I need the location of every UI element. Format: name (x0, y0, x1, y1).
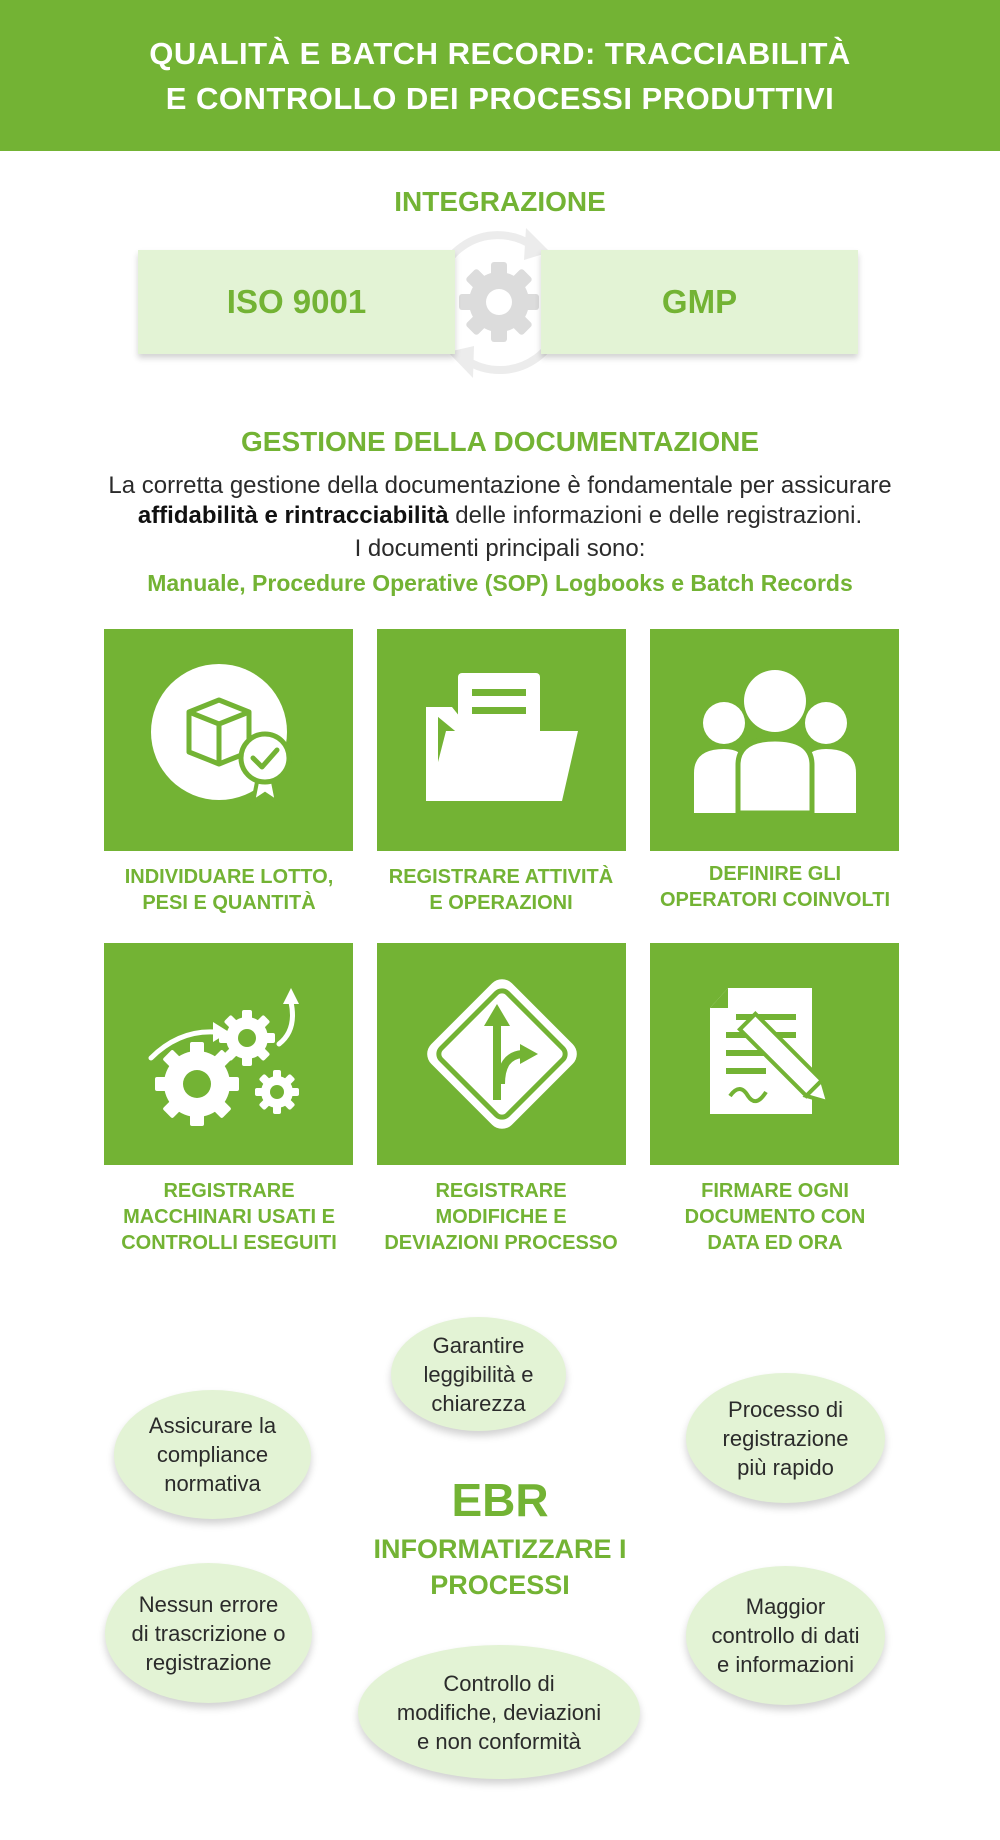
road-sign-icon (412, 964, 592, 1144)
bubble-compliance-line1: Assicurare la (148, 1413, 277, 1438)
caption-lotto-line1: INDIVIDUARE LOTTO, (124, 866, 334, 888)
bubble-errore-line3: registrazione (145, 1649, 272, 1675)
caption-operatori (640, 861, 910, 913)
header-banner (0, 0, 1000, 151)
documentation-line2 (0, 502, 1000, 530)
caption-firmare-line3: DATA ED ORA (707, 1232, 843, 1254)
bubble-compliance-line3: normativa (164, 1471, 261, 1496)
bubble-processo-line2: registrazione (722, 1425, 849, 1451)
documentation-title: GESTIONE DELLA DOCUMENTAZIONE (241, 426, 759, 457)
ebr-subtitle-line2: PROCESSI (430, 1570, 570, 1600)
bubble-compliance-line2: compliance (156, 1442, 269, 1467)
caption-modifiche-line2: MODIFICHE E (435, 1206, 567, 1228)
ebr-subtitle-line1: INFORMATIZZARE I (373, 1534, 627, 1564)
caption-macchinari-line1: REGISTRARE (163, 1180, 295, 1202)
card-attivita (377, 629, 626, 851)
documentation-line3: I documenti principali sono: (354, 535, 646, 562)
bubble-leggibilita-line3: chiarezza (431, 1390, 526, 1416)
integration-title: INTEGRAZIONE (394, 186, 606, 217)
bubble-leggibilita-line1: Garantire (432, 1332, 525, 1358)
bubble-modifiche-line3: e non conformità (417, 1728, 581, 1754)
caption-attivita (366, 864, 636, 916)
card-firmare (650, 943, 899, 1165)
caption-operatori-line2: OPERATORI COINVOLTI (659, 889, 890, 911)
caption-modifiche (366, 1178, 636, 1256)
bubble-errore-line2: di trascrizione o (131, 1620, 286, 1646)
iso-9001-label: ISO 9001 (226, 283, 367, 320)
caption-lotto (94, 864, 364, 916)
documentation-bold-text: affidabilità e rintracciabilità (137, 502, 449, 529)
bubble-processo-line3: più rapido (737, 1454, 834, 1480)
bubble-leggibilita-line2: leggibilità e (423, 1361, 534, 1387)
iso-9001-box (138, 250, 455, 354)
bubble-processo (686, 1373, 885, 1503)
caption-firmare (640, 1178, 910, 1256)
caption-attivita-line2: E OPERAZIONI (429, 892, 573, 914)
bubble-controllo-dati-line2: controllo di dati (711, 1623, 860, 1648)
ebr-title: EBR (451, 1474, 549, 1526)
caption-macchinari-line2: MACCHINARI USATI E (123, 1206, 335, 1228)
bubble-leggibilita (391, 1317, 566, 1431)
bubble-modifiche (358, 1645, 640, 1779)
header-title-line1: QUALITÀ E BATCH RECORD: TRACCIABILITÀ (149, 35, 851, 71)
caption-modifiche-line3: DEVIAZIONI PROCESSO (384, 1232, 618, 1254)
gmp-label: GMP (661, 283, 738, 320)
card-macchinari (104, 943, 353, 1165)
card-operatori (650, 629, 899, 851)
bubble-controllo-dati-line1: Maggior (745, 1594, 826, 1619)
gears-icon (139, 974, 319, 1134)
documentation-line1: La corretta gestione della documentazione è fondamentale per assicurare (108, 472, 892, 499)
folder-icon (422, 665, 582, 815)
card-modifiche (377, 943, 626, 1165)
bubble-modifiche-line2: modifiche, deviazioni (396, 1699, 602, 1725)
caption-macchinari-line3: CONTROLLI ESEGUITI (121, 1232, 337, 1254)
bubble-controllo-dati-line3: e informazioni (717, 1652, 854, 1677)
bubble-errore (105, 1563, 312, 1703)
box-check-icon (149, 660, 309, 820)
caption-firmare-line2: DOCUMENTO CON (684, 1206, 866, 1228)
caption-attivita-line1: REGISTRARE ATTIVITÀ (388, 866, 614, 888)
caption-modifiche-line1: REGISTRARE (435, 1180, 567, 1202)
documentation-line4: Manuale, Procedure Operative (SOP) Logbooks e Batch Records (147, 570, 853, 596)
caption-lotto-line2: PESI E QUANTITÀ (142, 892, 316, 914)
bubble-compliance (114, 1390, 311, 1519)
bubble-modifiche-line1: Controllo di (443, 1670, 555, 1696)
header-title-line2: E CONTROLLO DEI PROCESSI PRODUTTIVI (165, 80, 835, 116)
caption-macchinari (94, 1178, 364, 1256)
people-icon (690, 665, 860, 815)
gmp-box (541, 250, 858, 354)
documentation-line2-rest: delle informazioni e delle registrazioni. (448, 502, 863, 529)
bubble-processo-line1: Processo di (728, 1396, 843, 1422)
bubble-errore-line1: Nessun errore (138, 1591, 279, 1617)
caption-firmare-line1: FIRMARE OGNI (701, 1180, 849, 1202)
caption-operatori-line1: DEFINIRE GLI (708, 863, 842, 885)
bubble-controllo-dati (686, 1566, 885, 1705)
signed-document-icon (700, 974, 850, 1134)
card-lotto (104, 629, 353, 851)
